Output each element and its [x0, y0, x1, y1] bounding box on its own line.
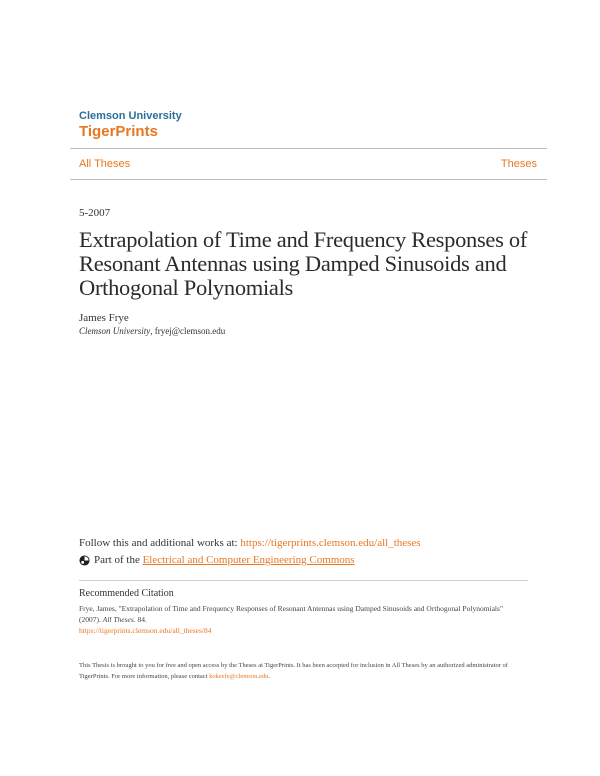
citation-text: [79, 603, 519, 636]
publication-date: 5-2007: [79, 207, 111, 219]
divider-bottom: [70, 179, 547, 180]
access-notice-text: This Thesis is brought to you for free and open access by the Theses at TigerPrints. It has been accepted for inclusion in All Theses by an authorized administrator of TigerPrints. For more information, please contact: [79, 662, 508, 680]
access-notice: [79, 660, 529, 682]
bepress-commons-icon: [79, 555, 90, 566]
follow-line: [79, 537, 421, 549]
affiliation-email[interactable]: , fryej@clemson.edu: [150, 326, 226, 336]
contact-email-link[interactable]: kokeefe@clemson.edu: [209, 673, 269, 680]
part-of-prefix: Part of the: [94, 554, 140, 566]
follow-url-link[interactable]: https://tigerprints.clemson.edu/all_theses: [240, 537, 421, 549]
follow-prefix: Follow this and additional works at:: [79, 537, 241, 549]
citation-url-link[interactable]: https://tigerprints.clemson.edu/all_theses/84: [79, 626, 212, 635]
citation-main: Frye, James, "Extrapolation of Time and Frequency Responses of Resonant Antennas using Damped Sinusoids and Orthogonal Polynomials" (2007).: [79, 604, 503, 624]
commons-link[interactable]: Electrical and Computer Engineering Commons: [142, 554, 355, 566]
author-affiliation: [79, 326, 225, 336]
citation-series: All Theses: [102, 615, 134, 624]
access-notice-end: .: [268, 673, 270, 680]
theses-link[interactable]: Theses: [500, 158, 537, 170]
citation-heading: Recommended Citation: [79, 588, 174, 599]
author-name: James Frye: [79, 312, 129, 324]
all-theses-link[interactable]: All Theses: [79, 158, 131, 170]
divider-top: [70, 148, 547, 149]
part-of-line: [79, 554, 355, 566]
repository-name[interactable]: TigerPrints: [79, 123, 158, 140]
citation-number: . 84.: [133, 615, 147, 624]
citation-divider: [79, 580, 528, 581]
paper-title: Extrapolation of Time and Frequency Responses of Resonant Antennas using Damped Sinusoids and Orthogonal Polynomials: [79, 227, 528, 300]
institution-name: Clemson University: [79, 110, 182, 122]
affiliation-name: Clemson University: [79, 326, 151, 336]
